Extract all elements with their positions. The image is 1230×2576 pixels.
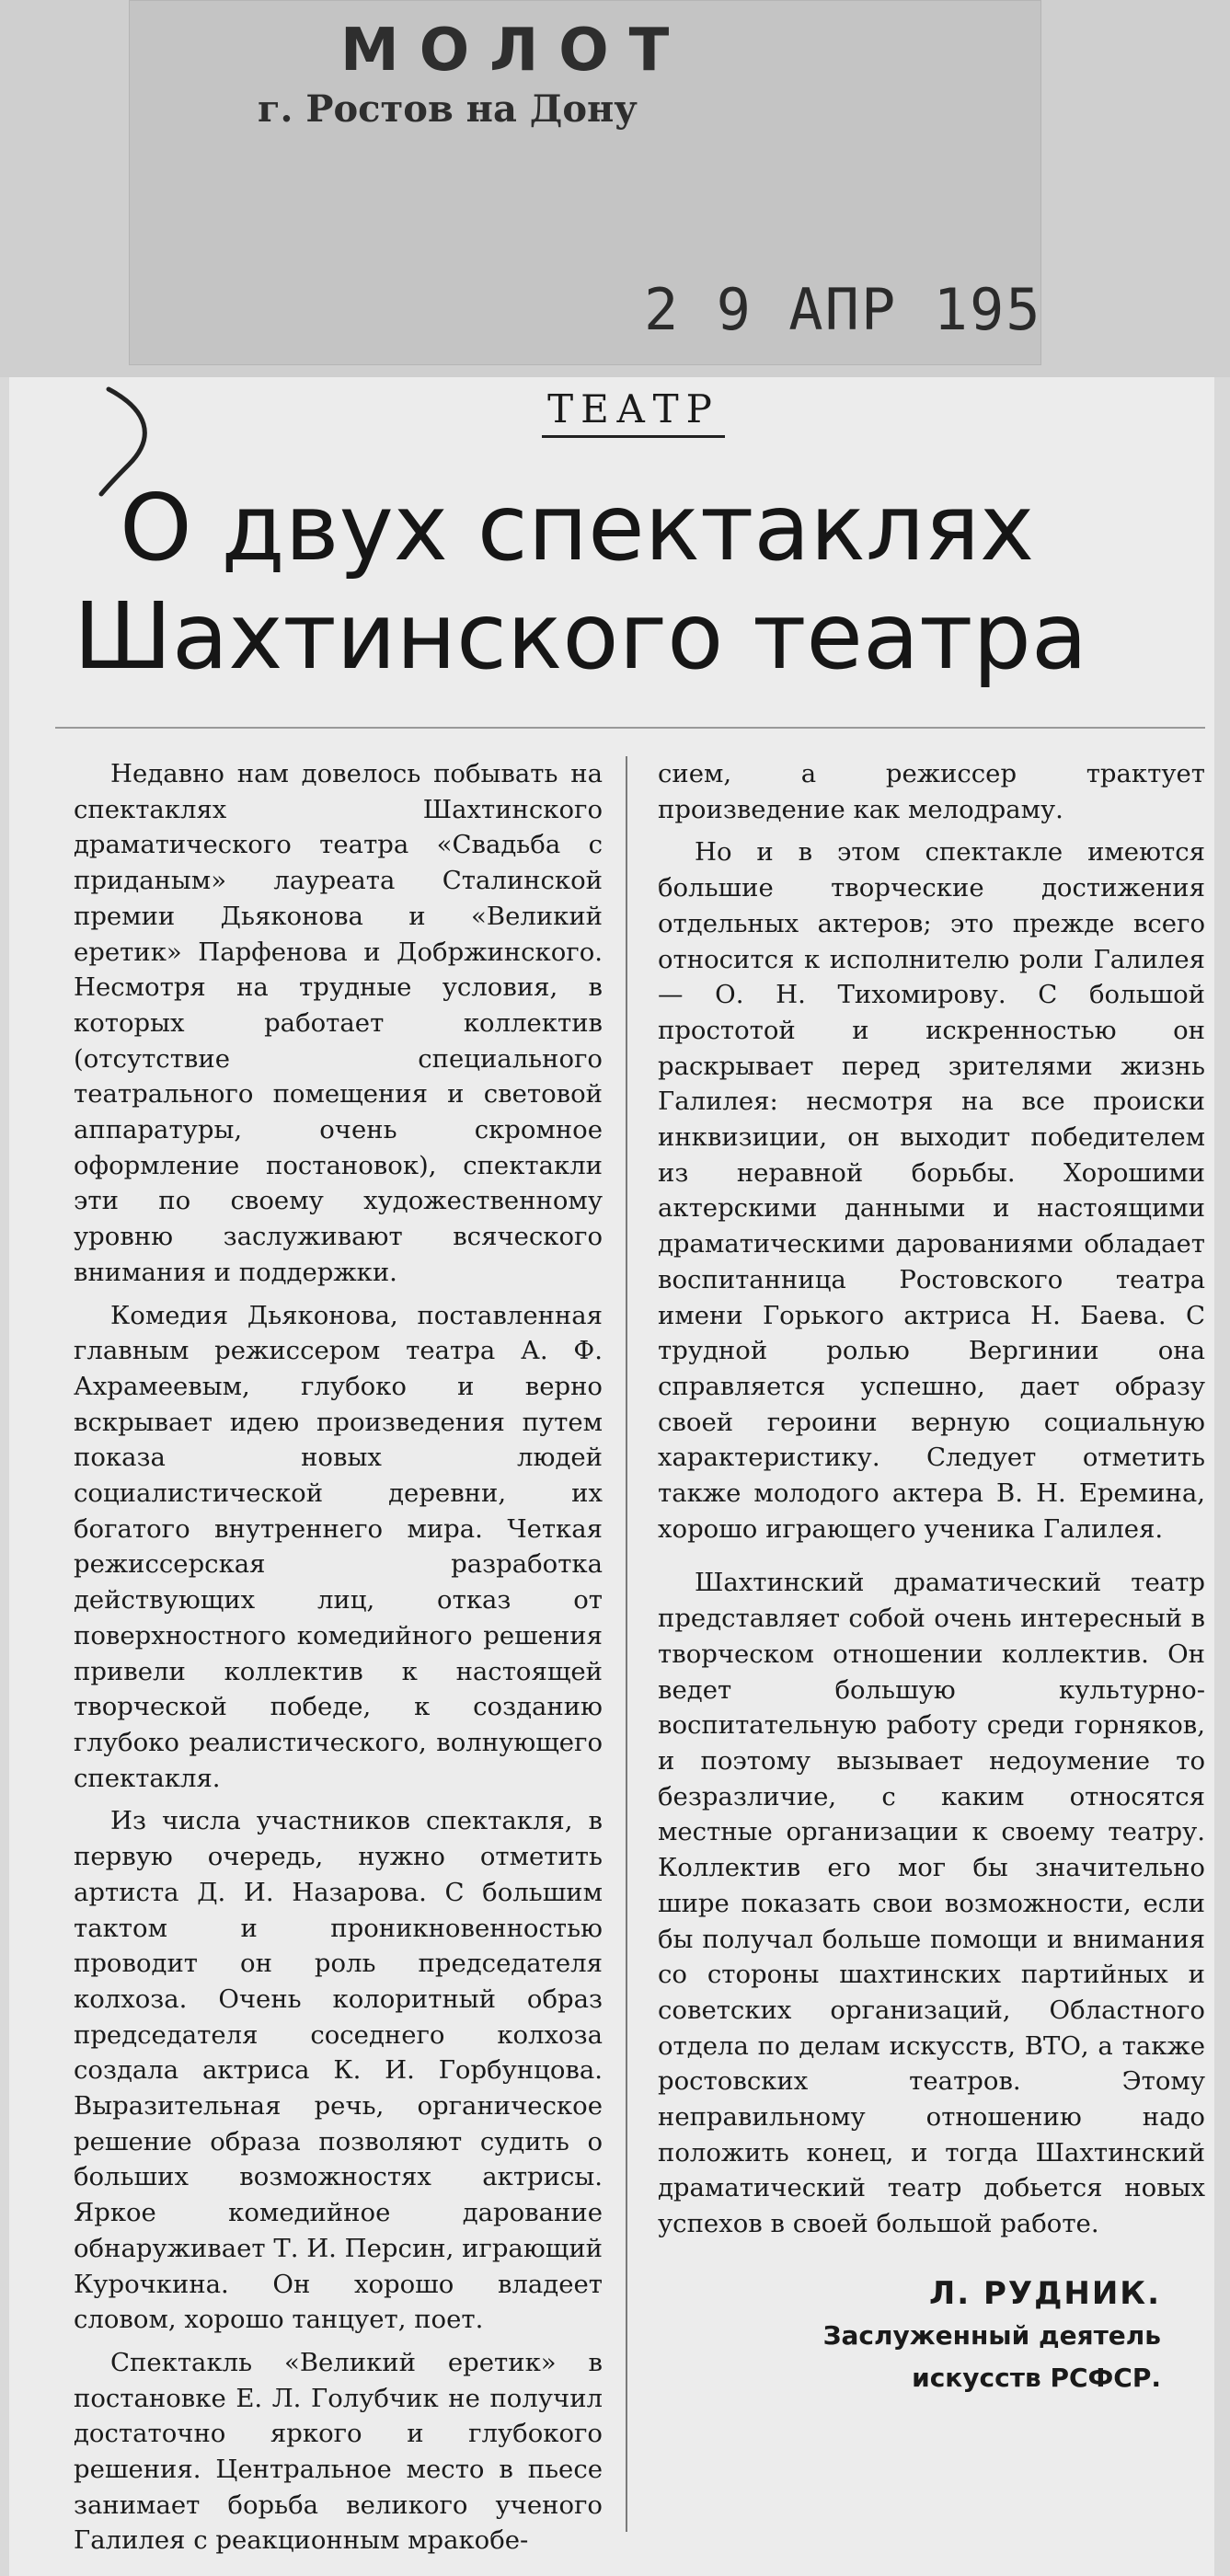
section-label: ТЕАТР [542, 386, 725, 438]
article-column-left [74, 756, 603, 2566]
paragraph: Недавно нам довелось побывать на спектаклях Шахтинского драматического театра «Свадьба с приданым» лауреата Сталинской премии Дьяконова и «Великий еретик» Парфенова и Добржинского. Несмотря на трудные условия, в которых работает коллектив (отсутствие специального театрального помещения и световой аппаратуры, очень скромное оформление постановок), спектакли эти по своему художественному уровню заслуживают всяческого внимания и поддержки. [74, 759, 603, 1287]
paragraph: Из числа участников спектакля, в первую очередь, нужно отметить артиста Д. И. Назарова. С большим тактом и проникновенностью проводит он роль председателя колхоза. Очень колоритный образ председателя соседнего колхоза создала актриса К. И. Горбунцова. Выразительная речь, органическое решение образа позволяют судить о больших возможностях актрисы. Яркое комедийное дарование обнаруживает Т. И. Персин, играющий Курочкина. Он хорошо владеет словом, хорошо танцует, поет. [74, 1806, 603, 2335]
paragraph: сием, а режиссер трактует произведение как мелодраму. [658, 759, 1205, 824]
column-divider [626, 756, 627, 2532]
article-column-right [658, 756, 1205, 2249]
stamp-date: 2 9 АПР 195 [644, 276, 1042, 343]
newspaper-city: г. Ростов на Дону [258, 87, 638, 131]
author-title-1: Заслуженный деятель [822, 2320, 1161, 2351]
author-title-2: искусств РСФСР. [912, 2363, 1161, 2393]
paragraph: Но и в этом спектакле имеются большие творческие достижения отдельных актеров; это прежде всего относится к исполнителю роли Галилея — О. Н. Тихомирову. С большой простотой и искренностью он раскрывает перед зрителями жизнь Галилея: несмотря на все происки инквизиции, он выходит победителем из неравной борьбы. Хорошими актерскими данными и настоящими драматическими дарованиями обладает воспитанница Ростовского театра имени Горького актриса Н. Баева. С трудной ролью Вергинии она справляется успешно, дает образу своей героини верную социальную характеристику. Следует отметить также молодого актера В. Н. Еремина, хорошо играющего ученика Галилея. [658, 837, 1205, 1544]
paragraph: Шахтинский драматический театр представляет собой очень интересный в творческом отношении коллектив. Он ведет большую культурно-воспитательную работу среди горняков, и поэтому вызывает недоумение то безразличие, с каким относятся местные организации к своему театру. Коллектив его мог бы значительно шире показать свои возможности, если бы получал больше помощи и внимания со стороны шахтинских партийных и советских организаций, Областного отдела по делам искусств, ВТО, а также ростовских театров. Этому неправильному отношению надо положить конец, и тогда Шахтинский драматический театр добьется новых успехов в своей большой работе. [658, 1568, 1205, 2239]
clipping-stamp-area [0, 0, 1230, 377]
paragraph: Комедия Дьяконова, поставленная главным режиссером театра А. Ф. Ахрамеевым, глубоко и верно вскрывает идею произведения путем показа новых людей социалистической деревни, их богатого внутреннего мира. Четкая режиссерская разработка действующих лиц, отказ от поверхностного комедийного решения привели коллектив к настоящей творческой победе, к созданию глубоко реалистического, волнующего спектакля. [74, 1300, 603, 1793]
paragraph: Спектакль «Великий еретик» в постановке Е. Л. Голубчик не получил достаточно яркого и глубокого решения. Центральное место в пьесе занимает борьба великого ученого Галилея с реакционным мракобе- [74, 2347, 603, 2556]
headline-line-2: Шахтинского театра [74, 582, 1088, 690]
headline-rule [55, 727, 1205, 729]
author-name: Л. РУДНИК. [928, 2275, 1161, 2312]
headline-line-1: О двух спектаклях [120, 474, 1035, 581]
section-heading [0, 386, 1230, 438]
article-headline [74, 474, 1178, 691]
author-signature [823, 2272, 1161, 2399]
newspaper-name: МОЛОТ [340, 17, 690, 85]
